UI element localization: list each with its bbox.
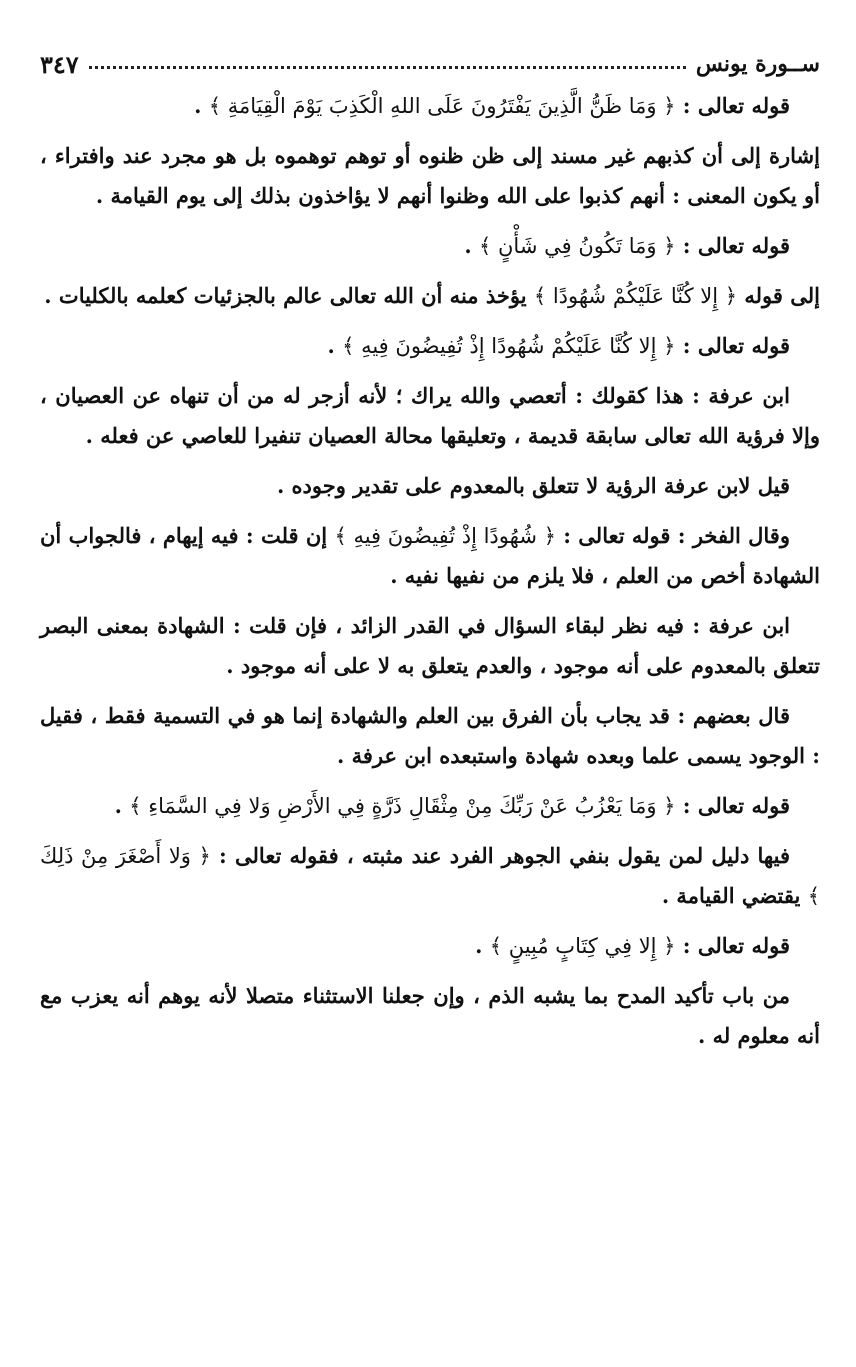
- paragraph-text: قوله تعالى :: [675, 233, 790, 258]
- paragraph-13: [40, 926, 820, 966]
- page-number: ٣٤٧: [40, 49, 79, 79]
- page-header: [40, 46, 820, 82]
- paragraph-text: قال بعضهم : قد يجاب بأن الفرق بين العلم والشهادة إنما هو في التسمية فقط ، فقيل : الوجود يسمى علما وبعده شهادة واستبعده ابن عرفة .: [40, 703, 820, 768]
- paragraph-9: [40, 606, 820, 686]
- paragraph-text: إشارة إلى أن كذبهم غير مسند إلى ظن ظنوه أو توهم توهموه بل هو مجرد عند وافتراء ، أو يكون المعنى : أنهم كذبوا على الله وظنوا أنهم لا يؤاخذون بذلك إلى يوم القيامة .: [40, 143, 820, 208]
- page-body: [40, 86, 820, 1056]
- paragraph-text: قوله تعالى :: [675, 93, 790, 118]
- paragraph-tail: .: [464, 233, 480, 258]
- book-page: [40, 46, 820, 1346]
- quran-verse: ﴿ إِلا فِي كِتَابٍ مُبِينٍ ﴾: [489, 934, 676, 958]
- paragraph-11: [40, 786, 820, 826]
- quran-verse: ﴿ وَمَا يَعْزُبُ عَنْ رَبِّكَ مِنْ مِثْقَالِ ذَرَّةٍ فِي الأَرْضِ وَلا فِي السَّمَاءِ ﴾: [129, 794, 676, 818]
- paragraph-6: [40, 376, 820, 456]
- paragraph-5: [40, 326, 820, 366]
- paragraph-12: [40, 836, 820, 916]
- paragraph-3: [40, 226, 820, 266]
- paragraph-text: ابن عرفة : فيه نظر لبقاء السؤال في القدر الزائد ، فإن قلت : الشهادة بمعنى البصر تتعلق بالمعدوم على أنه موجود ، والعدم يتعلق به لا على أنه موجود .: [40, 613, 820, 678]
- paragraph-text: إلى قوله: [737, 283, 820, 308]
- paragraph-text: من باب تأكيد المدح بما يشبه الذم ، وإن جعلنا الاستثناء متصلا لأنه يوهم أنه يعزب مع أنه معلوم له .: [40, 983, 820, 1048]
- paragraph-2: [40, 136, 820, 216]
- paragraph-text: وقال الفخر : قوله تعالى :: [555, 523, 790, 548]
- paragraph-tail: .: [327, 333, 343, 358]
- paragraph-tail: .: [114, 793, 130, 818]
- paragraph-tail: .: [475, 933, 490, 958]
- paragraph-text: قيل لابن عرفة الرؤية لا تتعلق بالمعدوم على تقدير وجوده .: [276, 473, 790, 498]
- paragraph-7: [40, 466, 820, 506]
- paragraph-tail: يؤخذ منه أن الله تعالى عالم بالجزئيات كعلمه بالكليات .: [44, 283, 534, 308]
- paragraph-text: قوله تعالى :: [675, 333, 790, 358]
- paragraph-1: [40, 86, 820, 126]
- paragraph-tail: يقتضي القيامة .: [661, 883, 808, 908]
- paragraph-tail: .: [194, 93, 209, 118]
- paragraph-8: [40, 516, 820, 596]
- paragraph-text: فيها دليل لمن يقول بنفي الجوهر الفرد عند مثبته ، فقوله تعالى :: [210, 843, 790, 868]
- quran-verse: ﴿ وَمَا ظَنُّ الَّذِينَ يَفْتَرُونَ عَلَى اللهِ الْكَذِبَ يَوْمَ الْقِيَامَةِ ﴾: [208, 94, 676, 118]
- dotted-leader: [89, 66, 686, 69]
- paragraph-text: ابن عرفة : هذا كقولك : أتعصي والله يراك ؛ لأنه أزجر له من أن تنهاه عن العصيان ، وإلا فرؤية الله تعالى سابقة قديمة ، وتعليقها محالة العصيان تنفيرا للعاصي عن فعله .: [40, 383, 820, 448]
- paragraph-text: قوله تعالى :: [675, 933, 790, 958]
- surah-title: ســورة يونس: [695, 51, 820, 77]
- paragraph-14: [40, 976, 820, 1056]
- paragraph-tail: إن قلت : فيه إيهام ، فالجواب أن الشهادة أخص من العلم ، فلا يلزم من نفيها نفيه .: [40, 523, 820, 588]
- paragraph-10: [40, 696, 820, 776]
- paragraph-text: قوله تعالى :: [675, 793, 790, 818]
- quran-verse: ﴿ إِلا كُنَّا عَلَيْكُمْ شُهُودًا إِذْ تُفِيضُونَ فِيهِ ﴾: [342, 334, 676, 358]
- quran-verse: ﴿ شُهُودًا إِذْ تُفِيضُونَ فِيهِ ﴾: [334, 524, 556, 548]
- quran-verse: ﴿ وَلا أَصْغَرَ مِنْ ذَلِكَ ﴾: [40, 844, 820, 908]
- quran-verse: ﴿ إِلا كُنَّا عَلَيْكُمْ شُهُودًا ﴾: [533, 284, 738, 308]
- quran-verse: ﴿ وَمَا تَكُونُ فِي شَأْنٍ ﴾: [479, 234, 676, 258]
- paragraph-4: [40, 276, 820, 316]
